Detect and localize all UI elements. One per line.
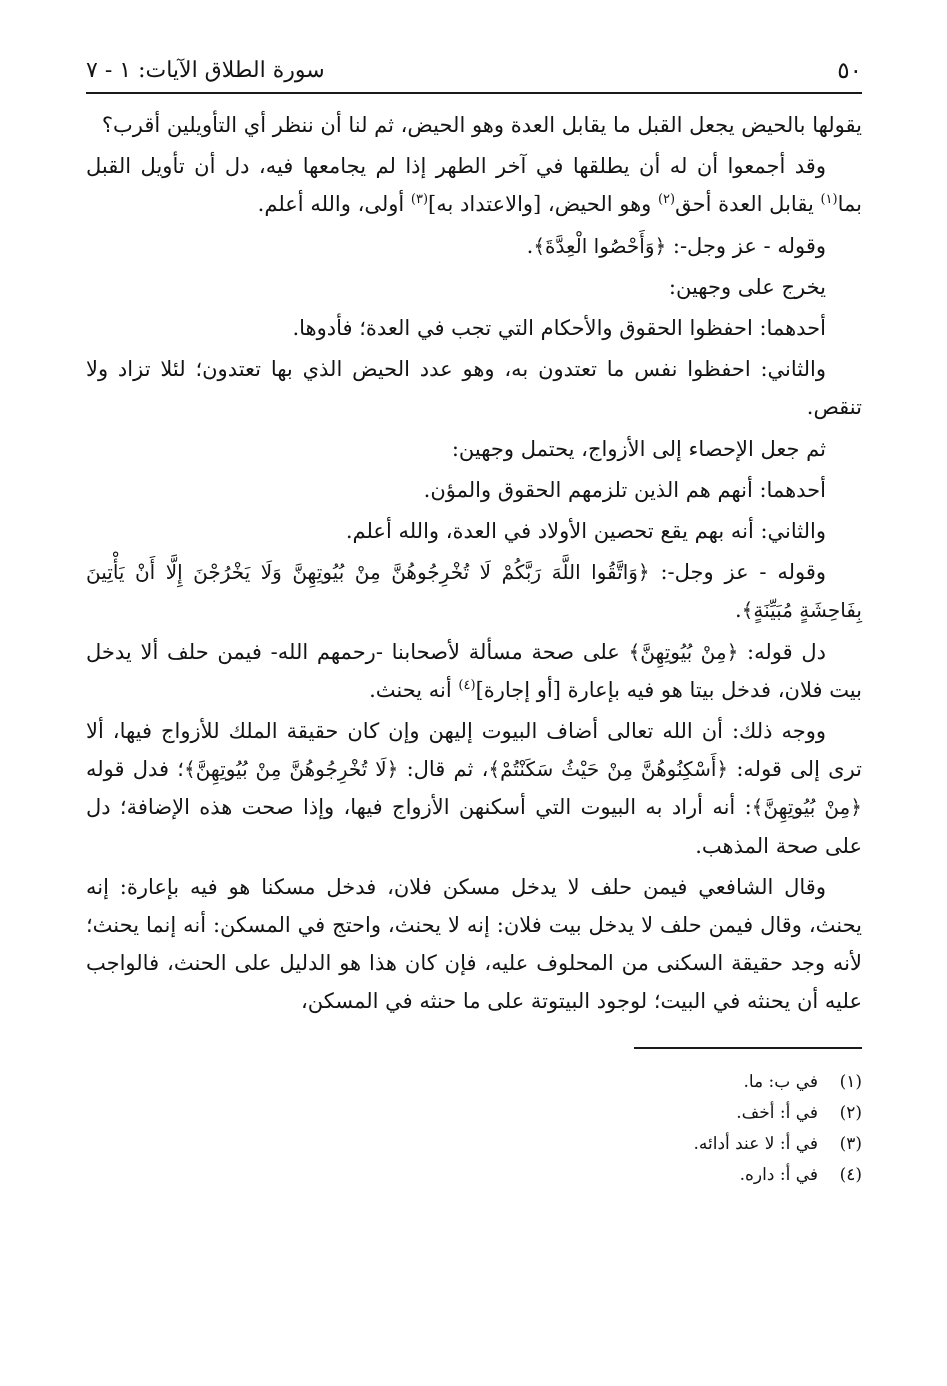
paragraph-text: دل قوله: bbox=[738, 639, 826, 664]
quran-quote: ﴿وَأَحْصُوا الْعِدَّةَ﴾ bbox=[533, 233, 667, 258]
paragraph bbox=[86, 227, 862, 265]
quran-quote: ﴿وَاتَّقُوا اللَّهَ رَبَّكُمْ لَا تُخْرِجُوهُنَّ مِنْ بُيُوتِهِنَّ وَلَا يَخْرُجْنَ إِلَّا أَنْ يَأْتِينَ بِفَاحِشَةٍ مُبَيِّنَةٍ﴾ bbox=[86, 560, 862, 623]
footnote bbox=[86, 1067, 862, 1098]
paragraph-text: على صحة مسألة لأصحابنا -رحمهم الله- فیمن حلف ألا یدخل بیت فلان، فدخل بیتا هو فیه بإعارة [أو إجارة] bbox=[86, 639, 862, 702]
document-page bbox=[86, 56, 862, 1191]
paragraph-text: ثم جعل الإحصاء إلى الأزواج، یحتمل وجهین: bbox=[451, 436, 826, 461]
footnote-text: في أ: أخف. bbox=[736, 1102, 818, 1123]
paragraph bbox=[86, 633, 862, 709]
paragraph bbox=[86, 512, 862, 550]
quran-quote: ﴿مِنْ بُيُوتِهِنَّ﴾ bbox=[628, 639, 739, 664]
footnote-text: في أ: لا عند أدائه. bbox=[693, 1133, 818, 1154]
paragraph bbox=[86, 471, 862, 509]
body-text bbox=[86, 106, 862, 1021]
paragraph-text: أحدهما: أنهم هم الذین تلزمهم الحقوق والمؤن. bbox=[423, 477, 826, 502]
footnote-number: (٣) bbox=[839, 1133, 862, 1154]
footnote-marker[interactable]: (٤) bbox=[458, 677, 476, 693]
quran-quote: ﴿أَسْكِنُوهُنَّ مِنْ حَيْثُ سَكَنْتُمْ﴾ bbox=[488, 757, 729, 782]
footnotes bbox=[86, 1067, 862, 1191]
paragraph-text: والثاني: أنه بهم یقع تحصین الأولاد في العدة، والله أعلم. bbox=[345, 519, 826, 544]
paragraph-text: یخرج على وجهین: bbox=[668, 274, 826, 299]
paragraph bbox=[86, 350, 862, 426]
paragraph-text: أحدهما: احفظوا الحقوق والأحكام التي تجب في العدة؛ فأدوها. bbox=[292, 316, 826, 341]
paragraph bbox=[86, 106, 862, 144]
paragraph-text: یقولها بالحیض یجعل القبل ما یقابل العدة وهو الحیض، ثم لنا أن ننظر أي التأویلین أقرب؟ bbox=[101, 113, 862, 137]
paragraph-text: أنه یحنث. bbox=[369, 677, 459, 702]
footnote-divider bbox=[634, 1047, 862, 1049]
page-number: ٥٠ bbox=[837, 58, 862, 84]
paragraph-text: وقوله - عز وجل-: bbox=[666, 233, 826, 258]
paragraph-text: یقابل العدة أحق bbox=[675, 192, 821, 217]
footnote-number: (١) bbox=[839, 1071, 862, 1092]
paragraph bbox=[86, 147, 862, 223]
paragraph bbox=[86, 309, 862, 347]
paragraph-text: ؛ فدل قوله bbox=[86, 757, 184, 782]
paragraph bbox=[86, 712, 862, 865]
quran-quote: ﴿مِنْ بُيُوتِهِنَّ﴾ bbox=[751, 795, 862, 820]
page-header bbox=[86, 56, 862, 94]
footnote-marker[interactable]: (١) bbox=[820, 192, 838, 208]
footnote bbox=[86, 1129, 862, 1160]
footnote-number: (٢) bbox=[839, 1102, 862, 1123]
footnote-text: في ب: ما. bbox=[743, 1071, 818, 1092]
paragraph-text: . bbox=[526, 233, 534, 258]
footnote-marker[interactable]: (٢) bbox=[657, 192, 676, 208]
footnote bbox=[86, 1098, 862, 1129]
paragraph-text: والثاني: احفظوا نفس ما تعتدون به، وهو عدد الحیض الذي بها تعتدون؛ لئلا تزاد ولا تنقص. bbox=[86, 357, 862, 420]
paragraph-text: . bbox=[734, 598, 742, 623]
paragraph-text: وقوله - عز وجل-: bbox=[649, 560, 827, 585]
paragraph-text: أولى، والله أعلم. bbox=[257, 192, 411, 217]
quran-quote: ﴿لَا تُخْرِجُوهُنَّ مِنْ بُيُوتِهِنَّ﴾ bbox=[183, 757, 399, 782]
paragraph-text: وهو الحیض، [والاعتداد به] bbox=[428, 192, 658, 217]
paragraph-text: وقال الشافعي فیمن حلف لا یدخل مسكن فلان، فدخل مسكنا هو فیه بإعارة: إنه یحنث، وقال فیمن حلف لا یدخل بیت فلان: إنه لا یحنث، واحتج في المسكن: أنه إنما یحنث؛ لأنه وجد حقیقة السكنى من المحلوف علیه، فإن كان هذا هو الدلیل على الحنث، فالواجب علیه أن یحنثه في البیت؛ لوجود البیتوتة على ما حنثه في المسكن، bbox=[86, 874, 862, 1014]
paragraph-text: ، ثم قال: bbox=[398, 757, 489, 782]
paragraph bbox=[86, 553, 862, 629]
paragraph bbox=[86, 868, 862, 1021]
footnote-number: (٤) bbox=[839, 1164, 862, 1185]
paragraph-text: ووجه ذلك: أن الله تعالى أضاف البیوت إلیهن وإن كان حقیقة الملك للأزواج فیها، ألا ترى إلى قوله: bbox=[86, 719, 862, 782]
footnote bbox=[86, 1160, 862, 1191]
paragraph-text: وقد أجمعوا أن له أن یطلقها في آخر الطهر إذا لم یجامعها فیه، دل أن تأویل القبل بما bbox=[86, 154, 862, 217]
paragraph bbox=[86, 268, 862, 306]
paragraph bbox=[86, 430, 862, 468]
running-title: سورة الطلاق الآيات: ١ - ٧ bbox=[86, 58, 325, 83]
footnote-marker[interactable]: (٣) bbox=[410, 192, 429, 208]
paragraph-text: : أنه أراد به البیوت التي أسكنهن الأزواج فیها، وإذا صحت هذه الإضافة؛ دل على صحة المذهب. bbox=[86, 795, 862, 858]
footnote-text: في أ: داره. bbox=[739, 1164, 818, 1185]
